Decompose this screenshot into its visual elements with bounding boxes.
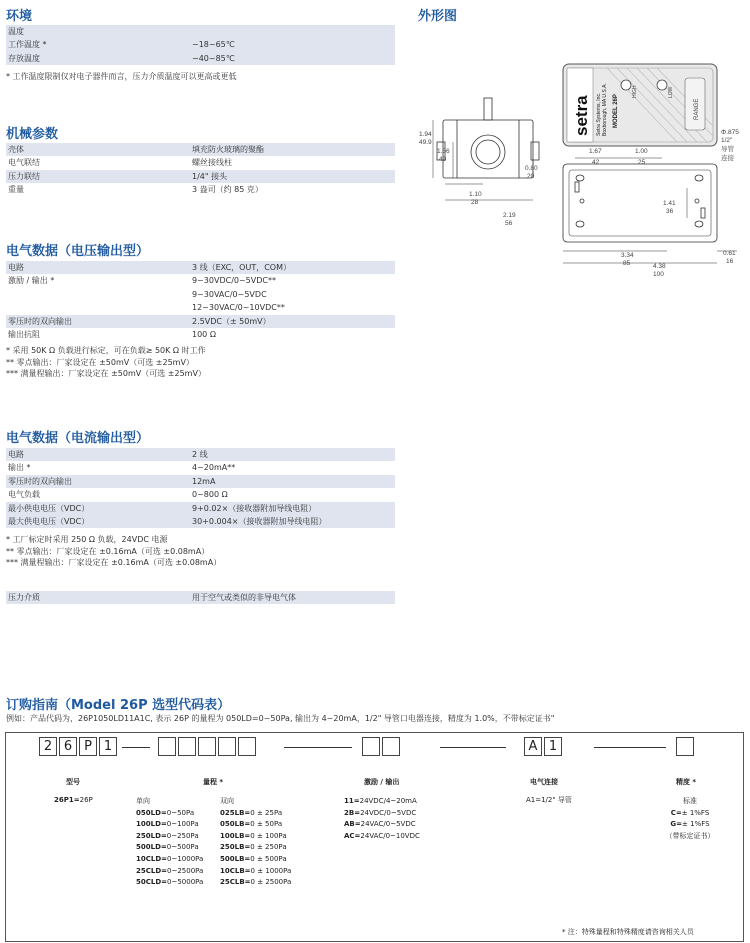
list-item [344,808,420,820]
environment-note: * 工作温度限制仅对电子器件而言，压力介质温度可以更高或更低 [6,72,237,81]
conduit-note-4: 连接 [721,155,734,162]
code-key: 050LD= [136,808,167,817]
table-row [6,461,395,474]
list-item [220,819,291,831]
list-item [136,866,203,878]
dim-r-in: 0.61 [723,250,736,257]
connection-values [526,795,572,807]
separator-dash [594,747,666,748]
mechanical-title: 机械参数 [6,127,59,142]
current-notes [6,534,221,569]
row-value: 0~800 Ω [192,490,228,500]
code-key: 100LD= [136,820,167,829]
voltage-notes [6,345,206,380]
dim-w1-in: 1.10 [469,191,482,198]
row-value [190,25,395,38]
conduit-note-2: 1/2" [721,137,733,144]
row-label: 电气负载 [8,490,40,500]
row-value: 用于空气或类似的非导电气体 [190,591,395,604]
code-desc: ± 1%FS [681,808,710,817]
list-item: A1=1/2" 导管 [526,796,572,804]
list-item [220,854,291,866]
device-bottom-view [563,164,717,242]
separator-dash [122,747,150,748]
environment-title: 环境 [6,9,33,24]
code-cell [676,737,694,756]
code-desc: 0~1000Pa [167,854,204,863]
note-line: * 工厂标定时采用 250 Ω 负载，24VDC 电源 [6,535,168,544]
dim-m-in: 1.41 [663,200,676,207]
list-item [136,831,203,843]
conduit-note-3: 导管 [721,146,734,153]
row-label [6,288,190,301]
model-values [54,795,93,807]
row-label: 零压时的双向输出 [6,315,190,328]
current-table [6,448,395,528]
dim-w1-mm: 28 [471,199,479,206]
code-cell: 1 [544,737,562,756]
row-value: 3 盎司（约 85 克） [192,185,263,195]
dim-w2-mm: 56 [505,220,513,227]
code-desc: 0 ± 25Pa [250,808,283,817]
table-row [6,502,395,515]
list-item [136,877,203,889]
code-key: 025LB= [220,808,251,817]
code-key: 2B= [344,808,361,817]
row-value: −40~85℃ [190,52,395,65]
code-key: 250LD= [136,831,167,840]
row-label: 零压时的双向输出 [6,475,190,488]
table-row [6,328,395,341]
code-key: 10CLB= [220,866,251,875]
row-label: 电气联结 [8,158,40,168]
subheader: 单向 [136,797,150,805]
code-desc: 24VAC/0~10VDC [360,831,420,840]
dim-b1-in: 3.34 [621,252,634,259]
code-key: 100LB= [220,831,251,840]
row-label: 激励 / 输出 * [8,276,55,286]
ordering-footnote: * 注：特殊量程和特殊精度请咨询相关人员 [562,928,694,936]
row-value: 12mA [190,475,395,488]
row-label: 电路 [6,261,190,274]
table-row [6,475,395,488]
code-desc: 24VAC/0~5VDC [360,820,416,829]
table-row [6,591,395,604]
table-row [6,143,395,156]
note-line: * 采用 50K Ω 负载进行标定，可在负载≥ 50K Ω 时工作 [6,346,206,355]
code-desc: 26P [79,796,93,804]
device-side-view [437,98,539,178]
accuracy-values [662,796,718,842]
separator-dash [284,747,352,748]
company-line-1: Setra Systems, Inc. [596,92,602,136]
range-code-cells [158,737,258,756]
row-label: 压力联结 [6,170,190,183]
row-label: 输出 * [8,463,31,473]
note-line: ** 零点输出：厂家设定在 ±50mV（可选 ±25mV） [6,357,194,367]
dim-p1-mm: 42 [592,159,600,166]
excitation-code-cells [362,737,402,756]
table-row [6,315,395,328]
model-code-box [5,732,744,942]
code-key: 50CLD= [136,878,168,887]
dim-m-mm: 36 [666,208,674,215]
code-cell: 2 [39,737,57,756]
list-item [220,808,291,820]
list-item [662,819,718,831]
code-cell: P [79,737,97,756]
ordering-example: 例如：产品代码为，26P1050LD11A1C, 表示 26P 的量程为 050LD=0~50Pa, 输出为 4~20mA，1/2" 导管口电器连接，精度为 1.0%，不带标定证书" [6,714,555,723]
row-value: 9~30VAC/0~5VDC [192,289,267,299]
code-desc: ± 1%FS [682,820,710,829]
dim-b2-mm: 100 [653,271,664,278]
code-desc: 24VDC/4~20mA [359,797,417,805]
row-label: 压力介质 [6,591,190,604]
list-item [662,808,718,820]
row-value: 1/4" 接头 [190,170,395,183]
row-value: 2 线 [190,448,395,461]
current-title: 电气数据（电流输出型） [6,431,150,446]
excitation-header: 激励 / 输出 [364,778,400,786]
list-item [220,842,291,854]
row-label: 壳体 [6,143,190,156]
dim-b2-in: 4.38 [653,263,666,270]
environment-table [6,25,395,65]
code-key: 25CLD= [136,866,168,875]
code-desc: 24VDC/0~5VDC [360,808,417,817]
code-cell [178,737,196,756]
code-desc: 0~100Pa [166,820,199,829]
code-key: 25CLB= [220,878,251,887]
code-cell [158,737,176,756]
dim-d1-in: 0.80 [525,165,538,172]
row-value: −18~65℃ [190,38,395,51]
range-bidirectional [220,796,291,889]
code-desc: 0~5000Pa [167,878,204,887]
excitation-values [344,796,420,842]
row-value: 30+0.004×（接收器附加导线电阻） [190,515,395,528]
medium-table [6,591,395,604]
low-port-label: LOW [668,86,674,98]
row-label: 存放温度 [6,52,190,65]
voltage-table [6,261,395,341]
dim-d1-mm: 20 [527,173,535,180]
table-row [6,274,395,287]
code-desc: 0 ± 500Pa [250,854,287,863]
code-cell: 1 [99,737,117,756]
code-cell: A [524,737,542,756]
table-row [6,38,395,51]
code-key: 500LB= [220,854,251,863]
table-row [6,288,395,301]
dim-h-mm: 49.9 [419,139,432,146]
dimension-labels [419,129,739,278]
mechanical-table [6,143,395,197]
dim-p2-in: 1.00 [635,148,648,155]
row-value: 2.5VDC（± 50mV） [190,315,395,328]
code-key: 250LB= [220,843,251,852]
table-row [6,52,395,65]
row-value: 12~30VAC/0~10VDC** [192,303,285,313]
code-key: AB= [344,820,361,829]
brand-logo: setra [572,95,591,136]
outline-drawing [417,58,747,280]
code-cell [218,737,236,756]
code-desc: 0~50Pa [166,808,195,817]
dim-p1-in: 1.67 [589,148,602,155]
list-item: 标准 [683,797,697,805]
row-value: 4~20mA** [192,463,236,473]
model-code-cells [39,737,119,756]
row-label: 最大供电电压（VDC） [6,515,190,528]
code-key: 11= [344,797,360,805]
table-row [6,183,395,196]
note-line: *** 满量程输出：厂家设定在 ±0.16mA（可选 ±0.08mA） [6,558,222,567]
list-item [220,866,291,878]
dim-w2-in: 2.19 [503,212,516,219]
code-desc: 0 ± 1000Pa [250,866,292,875]
row-label: 最小供电电压（VDC） [6,502,190,515]
table-row [6,25,395,38]
code-cell [238,737,256,756]
dim-p2-mm: 25 [638,159,646,166]
list-item [344,796,420,808]
row-label: 温度 [6,25,190,38]
accuracy-header: 精度 * [676,778,697,786]
code-key: 050LB= [220,820,251,829]
separator-dash [440,747,506,748]
table-row [6,301,395,314]
list-item [136,808,203,820]
row-label: 电路 [6,448,190,461]
list-item: （带标定证书） [665,831,715,840]
dim-r-mm: 16 [726,258,734,265]
code-desc: 0 ± 250Pa [250,843,287,852]
row-label: 输出抗阻 [8,330,40,340]
dim-h-in: 1.94 [419,131,432,138]
dim-b1-mm: 85 [623,260,631,267]
code-desc: 0~2500Pa [167,866,204,875]
row-label [6,301,190,314]
code-key: 10CLD= [136,854,168,863]
table-row [6,170,395,183]
list-item [54,795,93,807]
range-unidirectional [136,796,203,889]
table-row [6,488,395,501]
code-desc: 0~250Pa [166,831,199,840]
drawing-title: 外形图 [418,9,458,24]
row-value: 螺丝接线柱 [192,158,232,168]
row-label: 重量 [8,185,24,195]
high-port-label: HIGH [632,85,638,98]
table-row [6,261,395,274]
table-row [6,156,395,169]
row-value: 3 线（EXC，OUT，COM） [190,261,395,274]
row-value: 填充防火玻璃的聚酯 [190,143,395,156]
dim-h2-in: 1.56 [437,148,450,155]
connection-code-cells [524,737,564,756]
note-line: *** 满量程输出：厂家设定在 ±50mV（可选 ±25mV） [6,369,206,378]
list-item [136,819,203,831]
table-row [6,515,395,528]
dim-h2-mm: 40 [439,156,447,163]
list-item [220,831,291,843]
row-value: 100 Ω [192,330,216,340]
list-item [220,877,291,889]
conduit-note-1: Φ.875 [721,129,739,136]
code-cell [198,737,216,756]
note-line: ** 零点输出：厂家设定在 ±0.16mA（可选 ±0.08mA） [6,546,210,556]
code-key: G= [670,820,683,829]
range-header: 量程 * [203,778,224,786]
code-cell [382,737,400,756]
list-item [136,842,203,854]
subheader: 双向 [220,797,234,805]
code-key: AC= [344,831,361,840]
code-desc: 0~500Pa [166,843,199,852]
row-label: 工作温度 * [6,38,190,51]
model-label: MODEL 26P [613,94,619,128]
code-cell: 6 [59,737,77,756]
voltage-title: 电气数据（电压输出型） [6,244,150,259]
code-key: 500LD= [136,843,167,852]
code-desc: 0 ± 100Pa [250,831,287,840]
code-cell [362,737,380,756]
table-row [6,448,395,461]
code-key: 26P1= [54,796,80,804]
code-key: C= [670,808,682,817]
list-item [344,819,420,831]
model-header: 型号 [66,778,80,786]
accuracy-code-cells [676,737,696,756]
range-label: RANGE [694,98,700,120]
list-item [344,831,420,843]
connection-header: 电气连接 [530,778,558,786]
device-top-view [563,64,717,146]
row-value: 9+0.02×（接收器附加导线电阻） [190,502,395,515]
list-item [136,854,203,866]
low-port-icon [657,80,667,90]
code-desc: 0 ± 2500Pa [250,878,292,887]
row-value: 9~30VDC/0~5VDC** [192,276,276,286]
code-desc: 0 ± 50Pa [250,820,283,829]
company-line-2: Boxborough, MA U.S.A. [602,83,608,136]
high-port-icon [621,80,631,90]
ordering-title: 订购指南（Model 26P 选型代码表） [6,698,231,713]
